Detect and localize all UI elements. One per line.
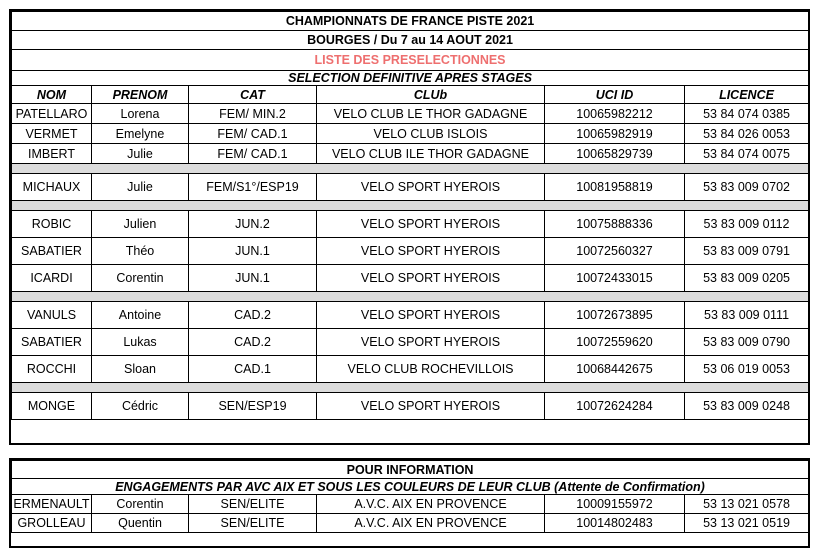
cell-uci-id: 10065829739: [545, 144, 685, 164]
table-row: [12, 265, 809, 292]
preselection-table: [9, 9, 810, 445]
table-row: [12, 124, 809, 144]
cell-licence: 53 06 019 0053: [685, 356, 809, 383]
cell-club: A.V.C. AIX EN PROVENCE: [317, 495, 545, 514]
cell-cat: CAD.1: [189, 356, 317, 383]
cell-nom: IMBERT: [12, 144, 92, 164]
cell-club: VELO CLUB LE THOR GADAGNE: [317, 104, 545, 124]
cell-prenom: Cédric: [92, 393, 189, 420]
cell-uci-id: 10065982919: [545, 124, 685, 144]
cell-nom: GROLLEAU: [12, 514, 92, 533]
cell-prenom: Corentin: [92, 265, 189, 292]
cell-nom: PATELLARO: [12, 104, 92, 124]
cell-prenom: Théo: [92, 238, 189, 265]
cell-club: VELO SPORT HYEROIS: [317, 238, 545, 265]
cell-uci-id: 10081958819: [545, 174, 685, 201]
table-row: [12, 356, 809, 383]
cell-club: VELO CLUB ILE THOR GADAGNE: [317, 144, 545, 164]
column-header-club: CLUb: [317, 86, 545, 104]
cell-nom: MONGE: [12, 393, 92, 420]
information-title: POUR INFORMATION: [12, 461, 809, 479]
list-title: LISTE DES PRESELECTIONNES: [12, 50, 809, 71]
cell-uci-id: 10075888336: [545, 211, 685, 238]
table-row: [12, 238, 809, 265]
championship-title: CHAMPIONNATS DE FRANCE PISTE 2021: [12, 12, 809, 31]
group-separator: [12, 201, 809, 211]
cell-licence: 53 83 009 0112: [685, 211, 809, 238]
table-row: [12, 329, 809, 356]
cell-uci-id: 10072560327: [545, 238, 685, 265]
cell-nom: ROCCHI: [12, 356, 92, 383]
cell-nom: ERMENAULT: [12, 495, 92, 514]
cell-uci-id: 10065982212: [545, 104, 685, 124]
cell-cat: CAD.2: [189, 329, 317, 356]
group-separator: [12, 292, 809, 302]
cell-club: VELO SPORT HYEROIS: [317, 211, 545, 238]
group-separator: [12, 383, 809, 393]
cell-uci-id: 10072559620: [545, 329, 685, 356]
selection-title: SELECTION DEFINITIVE APRES STAGES: [12, 71, 809, 86]
cell-uci-id: 10009155972: [545, 495, 685, 514]
cell-prenom: Corentin: [92, 495, 189, 514]
cell-club: VELO SPORT HYEROIS: [317, 393, 545, 420]
column-header-licence: LICENCE: [685, 86, 809, 104]
cell-prenom: Lorena: [92, 104, 189, 124]
cell-uci-id: 10014802483: [545, 514, 685, 533]
cell-nom: ROBIC: [12, 211, 92, 238]
engagements-subtitle: ENGAGEMENTS PAR AVC AIX ET SOUS LES COULEURS DE LEUR CLUB (Attente de Confirmation): [12, 479, 809, 495]
cell-licence: 53 13 021 0578: [685, 495, 809, 514]
cell-club: VELO SPORT HYEROIS: [317, 265, 545, 292]
column-header-row: [12, 86, 809, 104]
cell-prenom: Sloan: [92, 356, 189, 383]
table-row: [12, 211, 809, 238]
cell-licence: 53 84 026 0053: [685, 124, 809, 144]
event-location-dates: BOURGES / Du 7 au 14 AOUT 2021: [12, 31, 809, 50]
cell-cat: SEN/ELITE: [189, 514, 317, 533]
cell-cat: SEN/ELITE: [189, 495, 317, 514]
cell-prenom: Quentin: [92, 514, 189, 533]
cell-nom: VANULS: [12, 302, 92, 329]
column-header-nom: NOM: [12, 86, 92, 104]
cell-licence: 53 83 009 0791: [685, 238, 809, 265]
table-row: [12, 104, 809, 124]
cell-club: VELO CLUB ROCHEVILLOIS: [317, 356, 545, 383]
cell-licence: 53 13 021 0519: [685, 514, 809, 533]
cell-licence: 53 84 074 0385: [685, 104, 809, 124]
cell-licence: 53 83 009 0702: [685, 174, 809, 201]
cell-nom: MICHAUX: [12, 174, 92, 201]
column-header-uci-id: UCI ID: [545, 86, 685, 104]
cell-uci-id: 10072624284: [545, 393, 685, 420]
cell-club: VELO SPORT HYEROIS: [317, 329, 545, 356]
cell-licence: 53 83 009 0790: [685, 329, 809, 356]
cell-uci-id: 10072673895: [545, 302, 685, 329]
cell-licence: 53 84 074 0075: [685, 144, 809, 164]
information-table: [9, 458, 810, 548]
cell-prenom: Julie: [92, 144, 189, 164]
group-separator: [12, 164, 809, 174]
cell-uci-id: 10068442675: [545, 356, 685, 383]
cell-nom: SABATIER: [12, 329, 92, 356]
cell-prenom: Julien: [92, 211, 189, 238]
cell-prenom: Julie: [92, 174, 189, 201]
cell-nom: VERMET: [12, 124, 92, 144]
cell-cat: FEM/ CAD.1: [189, 124, 317, 144]
cell-club: VELO SPORT HYEROIS: [317, 174, 545, 201]
cell-nom: SABATIER: [12, 238, 92, 265]
column-header-prenom: PRENOM: [92, 86, 189, 104]
column-header-cat: CAT: [189, 86, 317, 104]
cell-prenom: Emelyne: [92, 124, 189, 144]
table-row: [12, 514, 809, 533]
cell-licence: 53 83 009 0111: [685, 302, 809, 329]
table-row: [12, 393, 809, 420]
cell-cat: FEM/S1°/ESP19: [189, 174, 317, 201]
cell-club: A.V.C. AIX EN PROVENCE: [317, 514, 545, 533]
cell-cat: JUN.2: [189, 211, 317, 238]
cell-nom: ICARDI: [12, 265, 92, 292]
cell-cat: FEM/ CAD.1: [189, 144, 317, 164]
cell-club: VELO SPORT HYEROIS: [317, 302, 545, 329]
cell-club: VELO CLUB ISLOIS: [317, 124, 545, 144]
cell-cat: CAD.2: [189, 302, 317, 329]
cell-licence: 53 83 009 0205: [685, 265, 809, 292]
cell-uci-id: 10072433015: [545, 265, 685, 292]
cell-cat: FEM/ MIN.2: [189, 104, 317, 124]
cell-licence: 53 83 009 0248: [685, 393, 809, 420]
table-row: [12, 302, 809, 329]
table-row: [12, 174, 809, 201]
cell-cat: SEN/ESP19: [189, 393, 317, 420]
cell-cat: JUN.1: [189, 265, 317, 292]
cell-prenom: Antoine: [92, 302, 189, 329]
cell-cat: JUN.1: [189, 238, 317, 265]
table-row: [12, 495, 809, 514]
cell-prenom: Lukas: [92, 329, 189, 356]
table-row: [12, 144, 809, 164]
